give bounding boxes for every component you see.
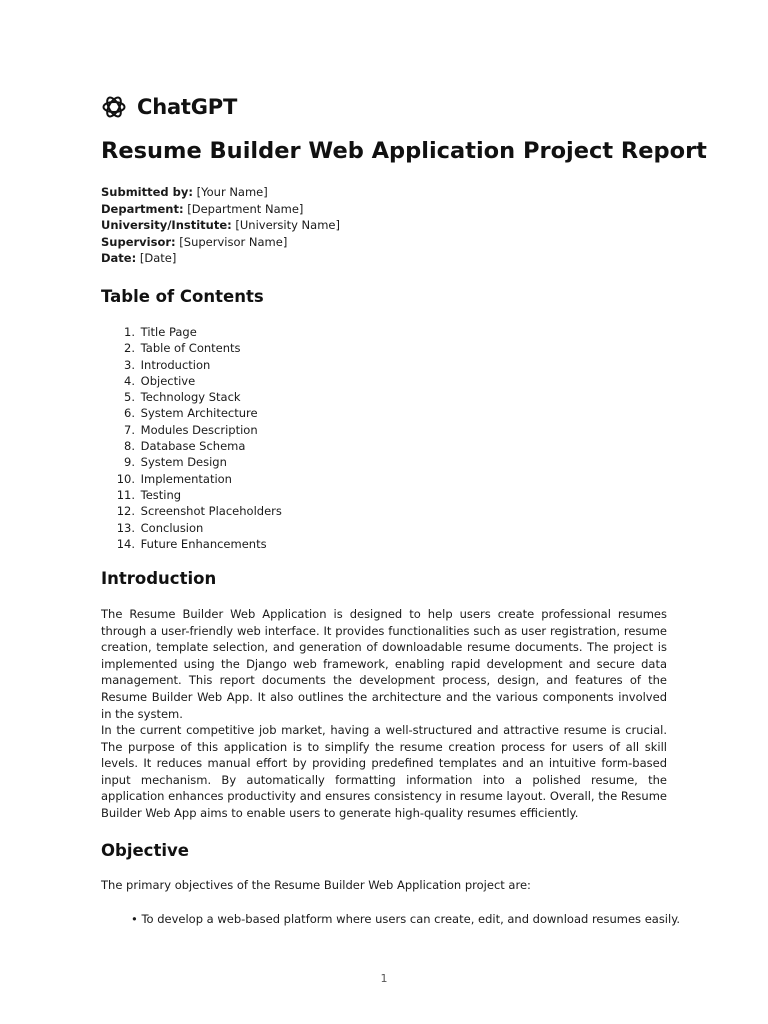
toc-item-number: 13.	[116, 520, 135, 535]
toc-item-label: Database Schema	[140, 439, 246, 454]
toc-item-label: Testing	[140, 487, 182, 502]
objective-bullet: • To develop a web-based platform where users can create, edit, and download resumes easily.	[131, 912, 681, 926]
brand-name: ChatGPT	[137, 95, 238, 119]
toc-item-number: 14.	[116, 536, 135, 551]
toc-item	[101, 438, 282, 454]
toc-item-label: Future Enhancements	[140, 536, 267, 551]
toc-item-number: 6.	[124, 406, 135, 421]
toc-item-number: 7.	[124, 422, 135, 437]
toc-item-label: Conclusion	[140, 520, 204, 535]
meta-value: [Your Name]	[192, 185, 268, 199]
meta-submitted-by	[101, 184, 340, 201]
meta-label: Supervisor:	[101, 234, 176, 249]
toc-item-number: 12.	[116, 504, 135, 519]
introduction-heading: Introduction	[101, 569, 217, 588]
toc-item	[101, 503, 282, 519]
meta-label: Department:	[101, 201, 184, 216]
toc-item	[101, 487, 282, 503]
toc-item-number: 1.	[124, 325, 135, 339]
toc-item-label: Technology Stack	[140, 390, 241, 405]
meta-value: [Date]	[136, 251, 177, 266]
toc-item	[101, 405, 282, 421]
objective-heading: Objective	[101, 841, 189, 860]
meta-value: [Department Name]	[183, 201, 304, 216]
introduction-paragraph-1: The Resume Builder Web Application is designed to help users create professional resumes through a user-friendly web interface. It provides functionalities such as user registration, resume creation, template selection, and generation of downloadable resume documents. The project is implemented using the Django web framework, enabling rapid development and secure data management. This report documents the development process, design, and features of the Resume Builder Web App. It also outlines the architecture and the various components involved in the system.	[101, 607, 667, 721]
toc-item-number: 11.	[116, 487, 135, 502]
toc-item	[101, 454, 282, 470]
toc-item-label: System Architecture	[140, 406, 258, 421]
toc-item	[101, 520, 282, 536]
toc-item-number: 5.	[124, 390, 135, 405]
toc-item-label: Objective	[140, 373, 196, 388]
toc-item-label: Introduction	[140, 357, 211, 372]
toc-item-number: 10.	[116, 471, 135, 486]
toc-heading: Table of Contents	[101, 287, 264, 306]
meta-supervisor	[101, 234, 340, 251]
toc-item	[101, 536, 282, 552]
meta-value: [University Name]	[231, 218, 340, 233]
toc-item	[101, 357, 282, 373]
toc-item-label: System Design	[140, 455, 227, 470]
toc-item-label: Modules Description	[140, 422, 258, 437]
toc-item-label: Implementation	[140, 471, 232, 486]
toc-item	[101, 324, 282, 340]
page-number: 1	[380, 972, 388, 985]
meta-label: University/Institute:	[101, 218, 232, 233]
toc-item-number: 9.	[124, 455, 135, 470]
table-of-contents	[101, 324, 282, 552]
toc-item	[101, 422, 282, 438]
toc-item-label: Screenshot Placeholders	[140, 504, 282, 519]
meta-date	[101, 250, 340, 267]
toc-item-number: 3.	[124, 357, 135, 372]
toc-item-number: 8.	[124, 439, 135, 454]
openai-logo-icon	[101, 94, 127, 120]
introduction-paragraph-2: In the current competitive job market, having a well-structured and attractive resume is crucial. The purpose of this application is to simplify the resume creation process for users of all skill levels. It reduces manual effort by providing predefined templates and an intuitive form-based input mechanism. By automatically formatting information into a polished resume, the application enhances productivity and ensures consistency in resume layout. Overall, the Resume Builder Web App aims to enable users to generate high-quality resumes efficiently.	[101, 723, 667, 820]
toc-item-number: 4.	[124, 373, 135, 388]
toc-item	[101, 389, 282, 405]
toc-item-number: 2.	[124, 341, 135, 356]
brand-header	[101, 94, 237, 120]
submission-details	[101, 184, 340, 267]
document-title: Resume Builder Web Application Project Report	[101, 138, 707, 164]
meta-value: [Supervisor Name]	[175, 234, 288, 249]
objective-intro: The primary objectives of the Resume Builder Web Application project are:	[101, 878, 531, 892]
toc-item-label: Title Page	[140, 325, 197, 339]
meta-department	[101, 201, 340, 218]
toc-item	[101, 471, 282, 487]
meta-label: Submitted by:	[101, 185, 193, 199]
meta-university	[101, 217, 340, 234]
toc-item	[101, 340, 282, 356]
meta-label: Date:	[101, 251, 137, 266]
toc-item-label: Table of Contents	[140, 341, 241, 356]
toc-item	[101, 373, 282, 389]
